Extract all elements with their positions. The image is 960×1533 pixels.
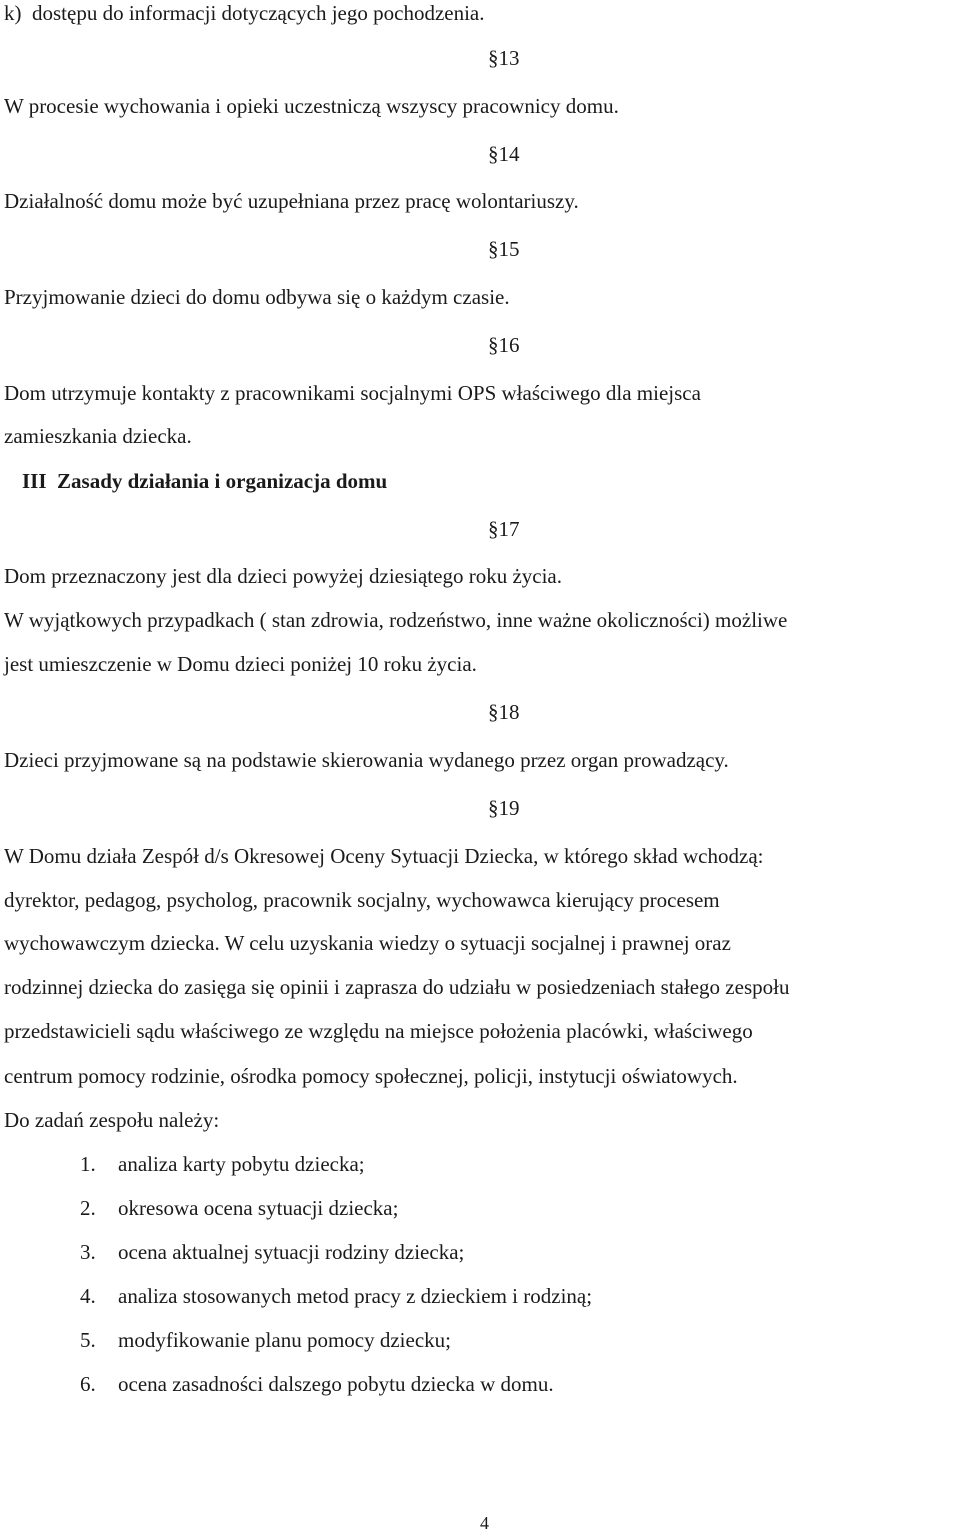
paragraph-16-line-2: zamieszkania dziecka. <box>4 424 192 448</box>
paragraph-19-line-1: W Domu działa Zespół d/s Okresowej Oceny Sytuacji Dziecka, w którego skład wchodzą: <box>4 844 764 868</box>
paragraph-19-line-2: dyrektor, pedagog, psycholog, pracownik socjalny, wychowawca kierujący procesem <box>4 888 720 912</box>
section-19-heading: §19 <box>488 796 520 820</box>
paragraph-16-line-1: Dom utrzymuje kontakty z pracownikami socjalnymi OPS właściwego dla miejsca <box>4 381 701 405</box>
paragraph-17-line-2: W wyjątkowych przypadkach ( stan zdrowia, rodzeństwo, inne ważne okoliczności) możliwe <box>4 608 788 632</box>
task-text: modyfikowanie planu pomocy dziecku; <box>118 1328 451 1352</box>
section-13-heading: §13 <box>488 46 520 70</box>
section-17-heading: §17 <box>488 517 520 541</box>
section-16-heading: §16 <box>488 333 520 357</box>
task-number: 2. <box>80 1196 96 1220</box>
paragraph-19-line-4: rodzinnej dziecka do zasięga się opinii i zaprasza do udziału w posiedzeniach stałego zespołu <box>4 975 790 999</box>
task-number: 6. <box>80 1372 96 1396</box>
section-18-heading: §18 <box>488 700 520 724</box>
paragraph-15: Przyjmowanie dzieci do domu odbywa się o każdym czasie. <box>4 285 510 309</box>
task-number: 1. <box>80 1152 96 1176</box>
paragraph-13: W procesie wychowania i opieki uczestniczą wszyscy pracownicy domu. <box>4 94 619 118</box>
section-15-heading: §15 <box>488 237 520 261</box>
paragraph-19-line-5: przedstawicieli sądu właściwego ze względu na miejsce położenia placówki, właściwego <box>4 1019 753 1043</box>
task-number: 5. <box>80 1328 96 1352</box>
paragraph-14: Działalność domu może być uzupełniana przez pracę wolontariuszy. <box>4 189 579 213</box>
page-number: 4 <box>480 1513 489 1533</box>
task-text: ocena aktualnej sytuacji rodziny dziecka; <box>118 1240 465 1264</box>
paragraph-18: Dzieci przyjmowane są na podstawie skierowania wydanego przez organ prowadzący. <box>4 748 729 772</box>
paragraph-17-line-1: Dom przeznaczony jest dla dzieci powyżej dziesiątego roku życia. <box>4 564 563 588</box>
task-number: 3. <box>80 1240 96 1264</box>
task-text: ocena zasadności dalszego pobytu dziecka w domu. <box>118 1372 554 1396</box>
paragraph-17-line-3: jest umieszczenie w Domu dzieci poniżej 10 roku życia. <box>4 652 477 676</box>
section-14-heading: §14 <box>488 142 520 166</box>
paragraph-19-line-3: wychowawczym dziecka. W celu uzyskania wiedzy o sytuacji socjalnej i prawnej oraz <box>4 931 731 955</box>
list-item-k: k) dostępu do informacji dotyczących jego pochodzenia. <box>4 1 485 25</box>
task-text: okresowa ocena sytuacji dziecka; <box>118 1196 399 1220</box>
task-number: 4. <box>80 1284 96 1308</box>
task-text: analiza stosowanych metod pracy z dzieckiem i rodziną; <box>118 1284 593 1308</box>
chapter-heading: III Zasady działania i organizacja domu <box>22 469 388 493</box>
task-text: analiza karty pobytu dziecka; <box>118 1152 365 1176</box>
paragraph-19-line-6: centrum pomocy rodzinie, ośrodka pomocy społecznej, policji, instytucji oświatowych. <box>4 1064 738 1088</box>
paragraph-19-line-7: Do zadań zespołu należy: <box>4 1108 220 1132</box>
